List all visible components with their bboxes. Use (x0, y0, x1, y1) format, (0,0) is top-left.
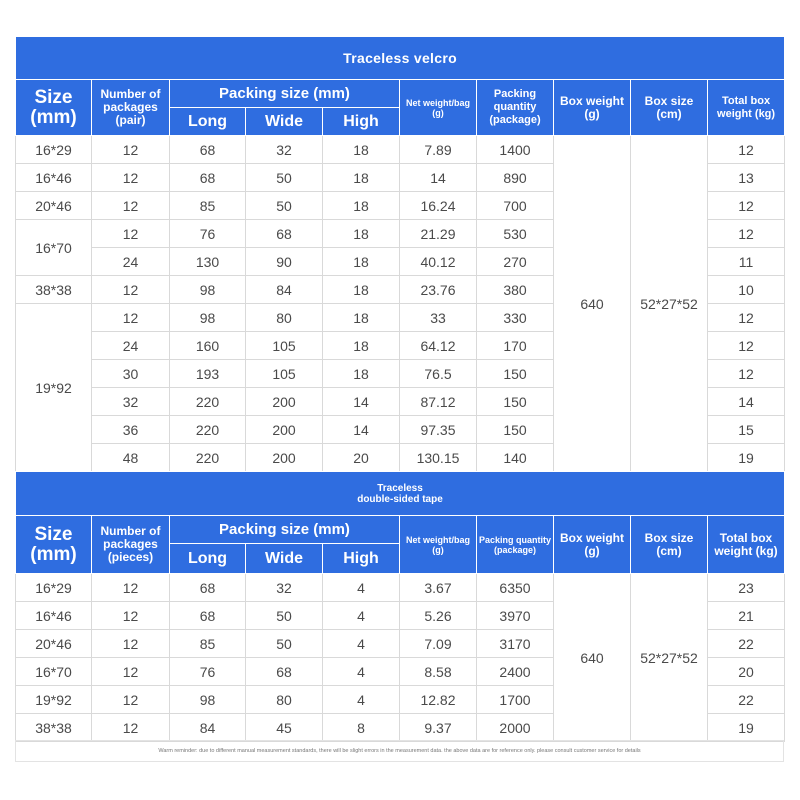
num-packages-header: Number of packages (pieces) (92, 516, 170, 574)
net-weight-cell: 76.5 (400, 360, 477, 388)
wide-cell: 84 (246, 276, 323, 304)
size-cell: 16*70 (16, 658, 92, 686)
table-row (16, 136, 785, 164)
box-weight-header: Box weight (g) (554, 80, 631, 136)
size-cell: 16*46 (16, 164, 92, 192)
wide-cell: 50 (246, 192, 323, 220)
wide-cell: 50 (246, 164, 323, 192)
high-cell: 20 (323, 444, 400, 472)
total-box-weight-cell: 23 (708, 574, 785, 602)
net-weight-cell: 14 (400, 164, 477, 192)
packing-quantity-cell: 700 (477, 192, 554, 220)
packing-quantity-cell: 1400 (477, 136, 554, 164)
wide-cell: 200 (246, 444, 323, 472)
long-header: Long (170, 108, 246, 136)
total-box-weight-header: Total box weight (kg) (708, 80, 785, 136)
packing-quantity-header: Packing quantity (package) (477, 80, 554, 136)
wide-cell: 50 (246, 630, 323, 658)
num-packages-cell: 12 (92, 714, 170, 742)
num-packages-cell: 24 (92, 332, 170, 360)
net-weight-cell: 33 (400, 304, 477, 332)
net-weight-cell: 16.24 (400, 192, 477, 220)
box-weight-cell: 640 (554, 574, 631, 742)
long-cell: 220 (170, 444, 246, 472)
num-packages-cell: 12 (92, 658, 170, 686)
packing-quantity-cell: 150 (477, 416, 554, 444)
wide-cell: 68 (246, 220, 323, 248)
long-cell: 85 (170, 630, 246, 658)
packing-quantity-cell: 150 (477, 388, 554, 416)
total-box-weight-cell: 12 (708, 220, 785, 248)
net-weight-cell: 40.12 (400, 248, 477, 276)
box-weight-cell: 640 (554, 136, 631, 472)
total-box-weight-header: Total box weight (kg) (708, 516, 785, 574)
wide-cell: 68 (246, 658, 323, 686)
long-header: Long (170, 544, 246, 574)
long-cell: 68 (170, 574, 246, 602)
net-weight-cell: 130.15 (400, 444, 477, 472)
net-weight-cell: 21.29 (400, 220, 477, 248)
velcro-title: Traceless velcro (16, 37, 785, 80)
size-cell: 20*46 (16, 192, 92, 220)
long-cell: 76 (170, 658, 246, 686)
num-packages-cell: 32 (92, 388, 170, 416)
num-packages-cell: 48 (92, 444, 170, 472)
long-cell: 220 (170, 388, 246, 416)
high-cell: 18 (323, 220, 400, 248)
size-cell: 16*29 (16, 574, 92, 602)
net-weight-cell: 7.09 (400, 630, 477, 658)
size-header: Size (mm) (16, 80, 92, 136)
packing-quantity-cell: 270 (477, 248, 554, 276)
total-box-weight-cell: 12 (708, 136, 785, 164)
packing-quantity-cell: 2000 (477, 714, 554, 742)
long-cell: 68 (170, 136, 246, 164)
box-size-cell: 52*27*52 (631, 136, 708, 472)
tape-body (16, 574, 785, 742)
high-cell: 18 (323, 248, 400, 276)
high-cell: 18 (323, 164, 400, 192)
tape-title: Traceless double-sided tape (16, 472, 785, 516)
wide-cell: 90 (246, 248, 323, 276)
net-weight-cell: 87.12 (400, 388, 477, 416)
long-cell: 68 (170, 164, 246, 192)
total-box-weight-cell: 22 (708, 686, 785, 714)
size-header: Size (mm) (16, 516, 92, 574)
warm-reminder-note: Warm reminder: due to different manual measurement standards, there will be slight errors in the measurement data. the above data are for reference only. please consult customer service for details (15, 740, 784, 762)
high-header: High (323, 108, 400, 136)
long-cell: 98 (170, 304, 246, 332)
high-cell: 18 (323, 332, 400, 360)
packing-quantity-cell: 330 (477, 304, 554, 332)
net-weight-cell: 7.89 (400, 136, 477, 164)
wide-cell: 32 (246, 136, 323, 164)
wide-cell: 200 (246, 388, 323, 416)
packing-quantity-cell: 890 (477, 164, 554, 192)
velcro-table (15, 36, 785, 472)
num-packages-cell: 30 (92, 360, 170, 388)
packing-quantity-cell: 3970 (477, 602, 554, 630)
high-header: High (323, 544, 400, 574)
total-box-weight-cell: 10 (708, 276, 785, 304)
long-cell: 76 (170, 220, 246, 248)
wide-cell: 32 (246, 574, 323, 602)
long-cell: 98 (170, 276, 246, 304)
long-cell: 130 (170, 248, 246, 276)
num-packages-cell: 24 (92, 248, 170, 276)
box-size-cell: 52*27*52 (631, 574, 708, 742)
long-cell: 160 (170, 332, 246, 360)
high-cell: 4 (323, 686, 400, 714)
size-cell: 16*46 (16, 602, 92, 630)
num-packages-cell: 12 (92, 276, 170, 304)
total-box-weight-cell: 12 (708, 332, 785, 360)
wide-cell: 80 (246, 304, 323, 332)
long-cell: 68 (170, 602, 246, 630)
packing-quantity-cell: 3170 (477, 630, 554, 658)
high-cell: 4 (323, 602, 400, 630)
high-cell: 18 (323, 360, 400, 388)
total-box-weight-cell: 22 (708, 630, 785, 658)
total-box-weight-cell: 19 (708, 444, 785, 472)
high-cell: 8 (323, 714, 400, 742)
tape-table (15, 471, 785, 742)
packing-quantity-header: Packing quantity (package) (477, 516, 554, 574)
total-box-weight-cell: 12 (708, 192, 785, 220)
wide-cell: 45 (246, 714, 323, 742)
net-weight-header: Net weight/bag (g) (400, 516, 477, 574)
net-weight-cell: 97.35 (400, 416, 477, 444)
wide-header: Wide (246, 544, 323, 574)
wide-cell: 50 (246, 602, 323, 630)
wide-cell: 105 (246, 332, 323, 360)
high-cell: 14 (323, 388, 400, 416)
size-cell: 16*70 (16, 220, 92, 276)
long-cell: 193 (170, 360, 246, 388)
high-cell: 4 (323, 574, 400, 602)
high-cell: 14 (323, 416, 400, 444)
high-cell: 4 (323, 630, 400, 658)
packing-quantity-cell: 2400 (477, 658, 554, 686)
num-packages-cell: 36 (92, 416, 170, 444)
total-box-weight-cell: 15 (708, 416, 785, 444)
high-cell: 18 (323, 136, 400, 164)
wide-cell: 105 (246, 360, 323, 388)
packing-size-header: Packing size (mm) (170, 80, 400, 108)
box-size-header: Box size (cm) (631, 80, 708, 136)
num-packages-cell: 12 (92, 192, 170, 220)
net-weight-cell: 23.76 (400, 276, 477, 304)
net-weight-cell: 9.37 (400, 714, 477, 742)
total-box-weight-cell: 12 (708, 304, 785, 332)
net-weight-cell: 8.58 (400, 658, 477, 686)
net-weight-header: Net weight/bag (g) (400, 80, 477, 136)
packing-quantity-cell: 140 (477, 444, 554, 472)
wide-header: Wide (246, 108, 323, 136)
num-packages-cell: 12 (92, 602, 170, 630)
size-cell: 20*46 (16, 630, 92, 658)
high-cell: 18 (323, 304, 400, 332)
packing-quantity-cell: 150 (477, 360, 554, 388)
net-weight-cell: 64.12 (400, 332, 477, 360)
num-packages-cell: 12 (92, 220, 170, 248)
high-cell: 18 (323, 276, 400, 304)
size-cell: 38*38 (16, 276, 92, 304)
packing-quantity-cell: 530 (477, 220, 554, 248)
total-box-weight-cell: 14 (708, 388, 785, 416)
box-weight-header: Box weight (g) (554, 516, 631, 574)
num-packages-cell: 12 (92, 304, 170, 332)
total-box-weight-cell: 20 (708, 658, 785, 686)
net-weight-cell: 12.82 (400, 686, 477, 714)
packing-quantity-cell: 6350 (477, 574, 554, 602)
net-weight-cell: 5.26 (400, 602, 477, 630)
wide-cell: 200 (246, 416, 323, 444)
total-box-weight-cell: 11 (708, 248, 785, 276)
high-cell: 18 (323, 192, 400, 220)
total-box-weight-cell: 19 (708, 714, 785, 742)
long-cell: 220 (170, 416, 246, 444)
num-packages-cell: 12 (92, 164, 170, 192)
wide-cell: 80 (246, 686, 323, 714)
size-cell: 16*29 (16, 136, 92, 164)
box-size-header: Box size (cm) (631, 516, 708, 574)
long-cell: 84 (170, 714, 246, 742)
velcro-body (16, 136, 785, 472)
total-box-weight-cell: 13 (708, 164, 785, 192)
total-box-weight-cell: 12 (708, 360, 785, 388)
long-cell: 98 (170, 686, 246, 714)
size-cell: 19*92 (16, 686, 92, 714)
num-packages-cell: 12 (92, 686, 170, 714)
size-cell: 19*92 (16, 304, 92, 472)
size-cell: 38*38 (16, 714, 92, 742)
net-weight-cell: 3.67 (400, 574, 477, 602)
num-packages-cell: 12 (92, 136, 170, 164)
num-packages-cell: 12 (92, 630, 170, 658)
packing-quantity-cell: 1700 (477, 686, 554, 714)
packing-quantity-cell: 170 (477, 332, 554, 360)
packing-quantity-cell: 380 (477, 276, 554, 304)
table-row (16, 574, 785, 602)
num-packages-header: Number of packages (pair) (92, 80, 170, 136)
num-packages-cell: 12 (92, 574, 170, 602)
high-cell: 4 (323, 658, 400, 686)
long-cell: 85 (170, 192, 246, 220)
packing-size-header: Packing size (mm) (170, 516, 400, 544)
total-box-weight-cell: 21 (708, 602, 785, 630)
